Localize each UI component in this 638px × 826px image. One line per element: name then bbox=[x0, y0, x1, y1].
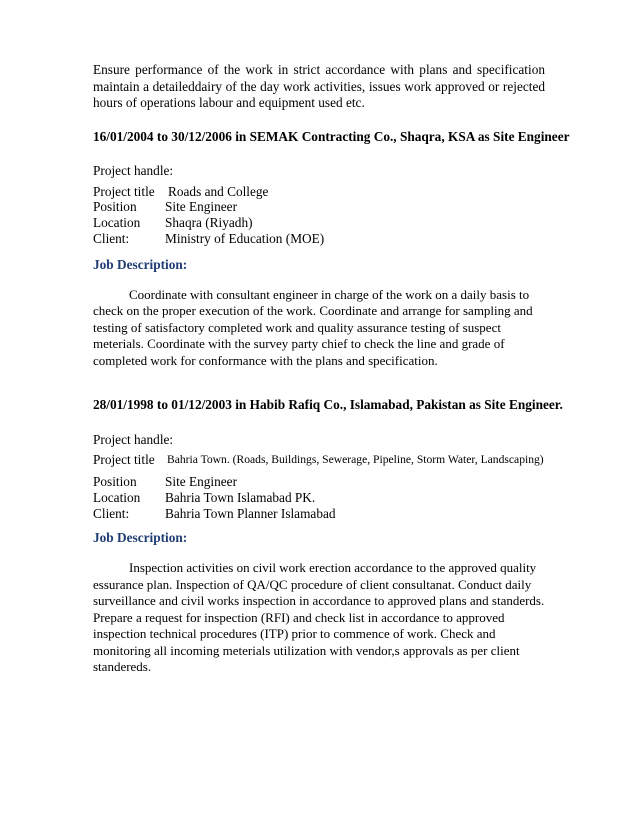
job1-project-handle: Project handle: bbox=[93, 163, 174, 178]
field-value: Shaqra (Riyadh) bbox=[165, 215, 253, 231]
job1-heading: 16/01/2004 to 30/12/2006 in SEMAK Contracting Co., Shaqra, KSA as Site Engineer bbox=[93, 128, 570, 144]
field-value: Bahria Town Islamabad PK. bbox=[165, 489, 316, 505]
job1-description: Coordinate with consultant engineer in charge of the work on a daily basis to check on the proper execution of the work. Coordinate and arrange for sampling and testing of satisfactory completed work and quality assurance testing of suspect meterials. Coordinate with the survey party chief to check the line and grade of completed work for conformance with the plans and specification. bbox=[93, 286, 533, 368]
job1-location-row bbox=[93, 215, 545, 231]
job1-project-details bbox=[93, 184, 545, 247]
field-label: Project title bbox=[93, 183, 155, 199]
field-value: Roads and College bbox=[168, 183, 269, 199]
job2-description: Inspection activities on civil work erection accordance to the approved quality essurance plan. Inspection of QA/QC procedure of client consultanat. Conduct daily surveillance and civil works inspection in accordance to approved plans and standerds. Prepare a request for inspection (RFI) and check list in accordance to approved inspection technical procedures (ITP) prior to commence of work. Check and monitoring all incoming meterials utilization with vendor,s approvals as per client standereds. bbox=[93, 560, 545, 675]
job2-project-details bbox=[93, 452, 545, 521]
field-label: Project title bbox=[93, 452, 155, 468]
field-label: Client: bbox=[93, 230, 130, 246]
job1-project-title-row bbox=[93, 184, 545, 200]
field-value: Site Engineer bbox=[165, 199, 238, 215]
field-value: Bahria Town Planner Islamabad bbox=[165, 505, 336, 521]
job2-heading: 28/01/1998 to 01/12/2003 in Habib Rafiq Co., Islamabad, Pakistan as Site Engineer. bbox=[93, 397, 563, 413]
job2-description-heading: Job Description: bbox=[93, 530, 188, 546]
job2-client-row bbox=[93, 506, 545, 522]
field-value: Bahria Town. (Roads, Buildings, Sewerage, Pipeline, Storm Water, Landscaping) bbox=[167, 453, 544, 467]
job2-project-handle: Project handle: bbox=[93, 431, 174, 447]
field-label: Position bbox=[93, 199, 137, 215]
job2-position-row bbox=[93, 474, 545, 490]
field-value: Site Engineer bbox=[165, 473, 238, 489]
job2-project-title-row bbox=[93, 452, 545, 468]
job2-location-row bbox=[93, 490, 545, 506]
job1-client-row bbox=[93, 231, 545, 247]
resume-page bbox=[93, 62, 570, 676]
job1-position-row bbox=[93, 199, 545, 215]
field-label: Location bbox=[93, 215, 141, 231]
job1-description-heading: Job Description: bbox=[93, 256, 188, 272]
field-label: Position bbox=[93, 473, 137, 489]
field-value: Ministry of Education (MOE) bbox=[165, 230, 325, 246]
intro-paragraph: Ensure performance of the work in strict accordance with plans and specification maintain a detaileddairy of the day work activities, issues work approved or rejected hours of operations labour and equipment used etc. bbox=[93, 62, 545, 110]
field-label: Location bbox=[93, 489, 141, 505]
field-label: Client: bbox=[93, 505, 130, 521]
